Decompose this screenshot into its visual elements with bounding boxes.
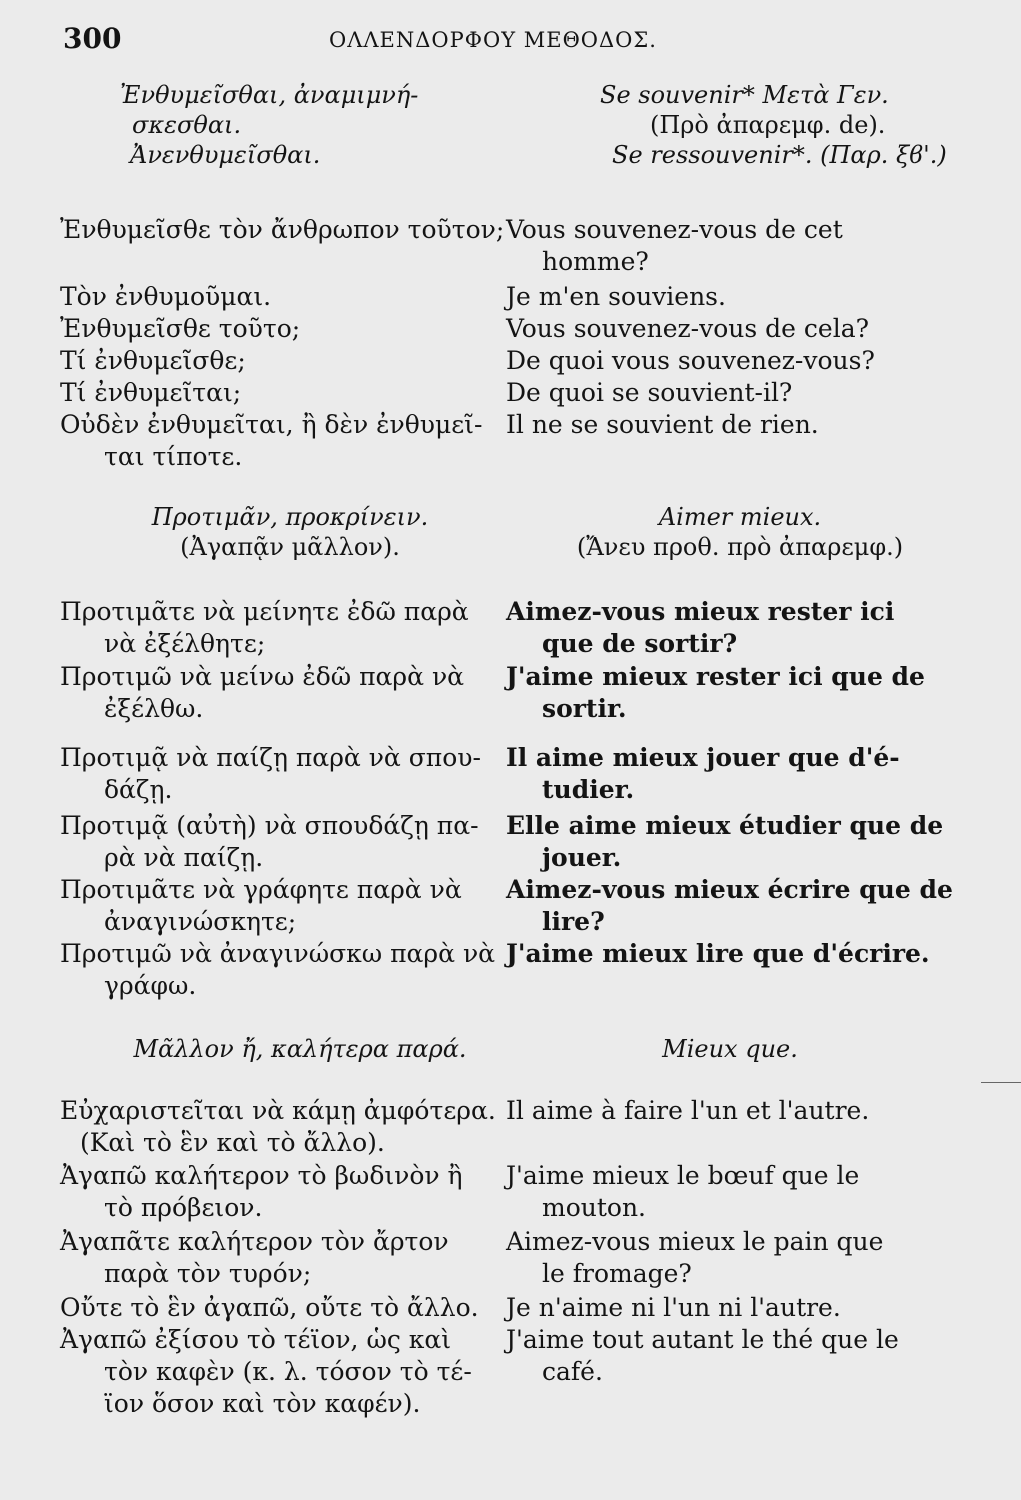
sentence-line: Προτιμῶ νὰ ἀναγινώσκω παρὰ νὰ xyxy=(60,939,496,968)
sentence-line: Τί ἐνθυμεῖσθε; xyxy=(60,346,246,375)
sentence-line: νὰ ἐξέλθητε; xyxy=(104,629,266,658)
heading-line: Se souvenir* Μετὰ Γεν. xyxy=(600,81,889,109)
sentence-line: παρὰ τὸν τυρόν; xyxy=(104,1259,312,1288)
sentence-line: lire? xyxy=(542,907,605,936)
greek-sentence xyxy=(60,1160,500,1224)
sentence-line: mouton. xyxy=(542,1193,647,1222)
greek-sentence xyxy=(60,661,500,725)
heading-line: Ἀνενθυμεῖσθαι. xyxy=(130,141,321,169)
sentence-line: J'aime mieux le bœuf que le xyxy=(506,1161,860,1190)
sentence-line: Vous souvenez-vous de cela? xyxy=(506,314,870,343)
heading-line: Aimer mieux. xyxy=(658,503,822,531)
greek-sentence xyxy=(60,742,500,806)
french-sentence xyxy=(506,281,961,313)
margin-rule xyxy=(981,1082,1021,1083)
sentence-line: Προτιμᾶτε νὰ γράφητε παρὰ νὰ xyxy=(60,875,462,904)
greek-sentence xyxy=(60,874,500,938)
sentence-line: ἐξέλθω. xyxy=(104,694,204,723)
sentence-line: Ἐνθυμεῖσθε τοῦτο; xyxy=(60,314,301,343)
sentence-line: (Καὶ τὸ ἓν καὶ τὸ ἄλλο). xyxy=(80,1128,385,1157)
sentence-line: Aimez-vous mieux écrire que de xyxy=(506,875,953,904)
section-heading-french xyxy=(520,1034,940,1064)
sentence-line: sortir. xyxy=(542,694,627,723)
sentence-line: tudier. xyxy=(542,775,635,804)
heading-line: Se ressouvenir*. (Παρ. ξϐ'.) xyxy=(612,141,947,169)
french-sentence xyxy=(506,377,961,409)
sentence-line: Il aime à faire l'un et l'autre. xyxy=(506,1096,870,1125)
french-sentence xyxy=(506,409,961,441)
french-sentence xyxy=(506,214,961,278)
heading-line: σκεσθαι. xyxy=(132,111,242,139)
french-sentence xyxy=(506,661,961,725)
heading-line: Mieux que. xyxy=(662,1035,798,1063)
greek-sentence xyxy=(60,596,500,660)
greek-sentence xyxy=(60,377,500,409)
sentence-line: Τί ἐνθυμεῖται; xyxy=(60,378,242,407)
french-sentence xyxy=(506,1292,961,1324)
sentence-line: Elle aime mieux étudier que de xyxy=(506,811,944,840)
sentence-line: Προτιμῶ νὰ μείνω ἐδῶ παρὰ νὰ xyxy=(60,662,465,691)
sentence-line: Je m'en souviens. xyxy=(506,282,726,311)
sentence-line: Προτιμᾷ νὰ παίζῃ παρὰ νὰ σπου- xyxy=(60,743,481,772)
sentence-line: Je n'aime ni l'un ni l'autre. xyxy=(506,1293,841,1322)
sentence-line: Aimez-vous mieux le pain que xyxy=(506,1227,884,1256)
greek-sentence xyxy=(60,810,500,874)
running-title: ΟΛΛΕΝΔΟΡΦΟΥ ΜΕΘΟΔΟΣ. xyxy=(329,28,657,52)
section-heading-greek xyxy=(120,80,510,170)
sentence-line: Vous souvenez-vous de cet xyxy=(506,215,843,244)
french-sentence xyxy=(506,1095,961,1127)
sentence-line: δάζῃ. xyxy=(104,775,173,804)
greek-sentence xyxy=(60,345,500,377)
page-header xyxy=(0,22,1021,62)
sentence-line: Aimez-vous mieux rester ici xyxy=(506,597,895,626)
greek-sentence xyxy=(60,1095,500,1159)
heading-line: (Ἄνευ προθ. πρὸ ἀπαρεμφ.) xyxy=(576,533,904,561)
greek-sentence xyxy=(60,281,500,313)
greek-sentence xyxy=(60,313,500,345)
sentence-line: Οὔτε τὸ ἓν ἀγαπῶ, οὔτε τὸ ἄλλο. xyxy=(60,1293,479,1322)
french-sentence xyxy=(506,810,961,874)
sentence-line: J'aime mieux rester ici que de xyxy=(506,662,925,691)
sentence-line: café. xyxy=(542,1357,603,1386)
sentence-line: γράφω. xyxy=(104,971,197,1000)
sentence-line: Ἀγαπῶ ἐξίσου τὸ τέϊον, ὡς καὶ xyxy=(60,1325,452,1354)
sentence-line: ται τίποτε. xyxy=(104,442,243,471)
sentence-line: Il aime mieux jouer que d'é- xyxy=(506,743,900,772)
sentence-line: Ἀγαπῶ καλήτερον τὸ βωδινὸν ἢ xyxy=(60,1161,463,1190)
french-sentence xyxy=(506,1160,961,1224)
sentence-line: jouer. xyxy=(542,843,622,872)
sentence-line: Τὸν ἐνθυμοῦμαι. xyxy=(60,282,272,311)
section-heading-french xyxy=(520,502,960,562)
greek-sentence xyxy=(60,1226,500,1290)
french-sentence xyxy=(506,938,961,970)
sentence-line: τὸ πρόβειον. xyxy=(104,1193,263,1222)
sentence-line: que de sortir? xyxy=(542,629,738,658)
greek-sentence xyxy=(60,1292,500,1324)
greek-sentence xyxy=(60,1324,500,1420)
heading-line: Προτιμᾶν, προκρίνειν. xyxy=(151,503,429,531)
sentence-line: ρὰ νὰ παίζῃ. xyxy=(104,843,264,872)
section-heading-greek xyxy=(90,502,490,562)
french-sentence xyxy=(506,596,961,660)
sentence-line: Εὐχαριστεῖται νὰ κάμῃ ἀμφότερα. xyxy=(60,1096,496,1125)
french-sentence xyxy=(506,874,961,938)
section-heading-greek xyxy=(90,1034,510,1064)
sentence-line: τὸν καφὲν (κ. λ. τόσον τὸ τέ- xyxy=(104,1357,472,1386)
page-number: 300 xyxy=(63,22,122,55)
greek-sentence xyxy=(60,214,505,246)
section-heading-french xyxy=(600,80,1000,170)
sentence-line: ἀναγινώσκητε; xyxy=(104,907,297,936)
sentence-line: Ἐνθυμεῖσθε τὸν ἄνθρωπον τοῦτον; xyxy=(60,215,505,244)
french-sentence xyxy=(506,1226,961,1290)
sentence-line: De quoi se souvient-il? xyxy=(506,378,793,407)
sentence-line: Ἀγαπᾶτε καλήτερον τὸν ἄρτον xyxy=(60,1227,449,1256)
heading-line: Μᾶλλον ἤ, καλήτερα παρά. xyxy=(133,1035,467,1063)
sentence-line: Προτιμᾶτε νὰ μείνητε ἐδῶ παρὰ xyxy=(60,597,469,626)
sentence-line: Οὐδὲν ἐνθυμεῖται, ἢ δὲν ἐνθυμεῖ- xyxy=(60,410,483,439)
french-sentence xyxy=(506,345,961,377)
greek-sentence xyxy=(60,938,500,1002)
french-sentence xyxy=(506,1324,961,1388)
sentence-line: Προτιμᾷ (αὐτὴ) νὰ σπουδάζῃ πα- xyxy=(60,811,479,840)
sentence-line: homme? xyxy=(542,247,649,276)
sentence-line: J'aime mieux lire que d'écrire. xyxy=(506,939,930,968)
french-sentence xyxy=(506,742,961,806)
sentence-line: Il ne se souvient de rien. xyxy=(506,410,819,439)
heading-line: (Ἀγαπᾷν μᾶλλον). xyxy=(180,533,400,561)
sentence-line: J'aime tout autant le thé que le xyxy=(506,1325,899,1354)
sentence-line: ϊον ὅσον καὶ τὸν καφέν). xyxy=(104,1389,421,1418)
sentence-line: De quoi vous souvenez-vous? xyxy=(506,346,875,375)
sentence-line: le fromage? xyxy=(542,1259,692,1288)
heading-line: Ἐνθυμεῖσθαι, ἀναμιμνή- xyxy=(120,81,419,109)
french-sentence xyxy=(506,313,961,345)
heading-line: (Πρὸ ἀπαρεμφ. de). xyxy=(650,111,886,139)
greek-sentence xyxy=(60,409,500,473)
